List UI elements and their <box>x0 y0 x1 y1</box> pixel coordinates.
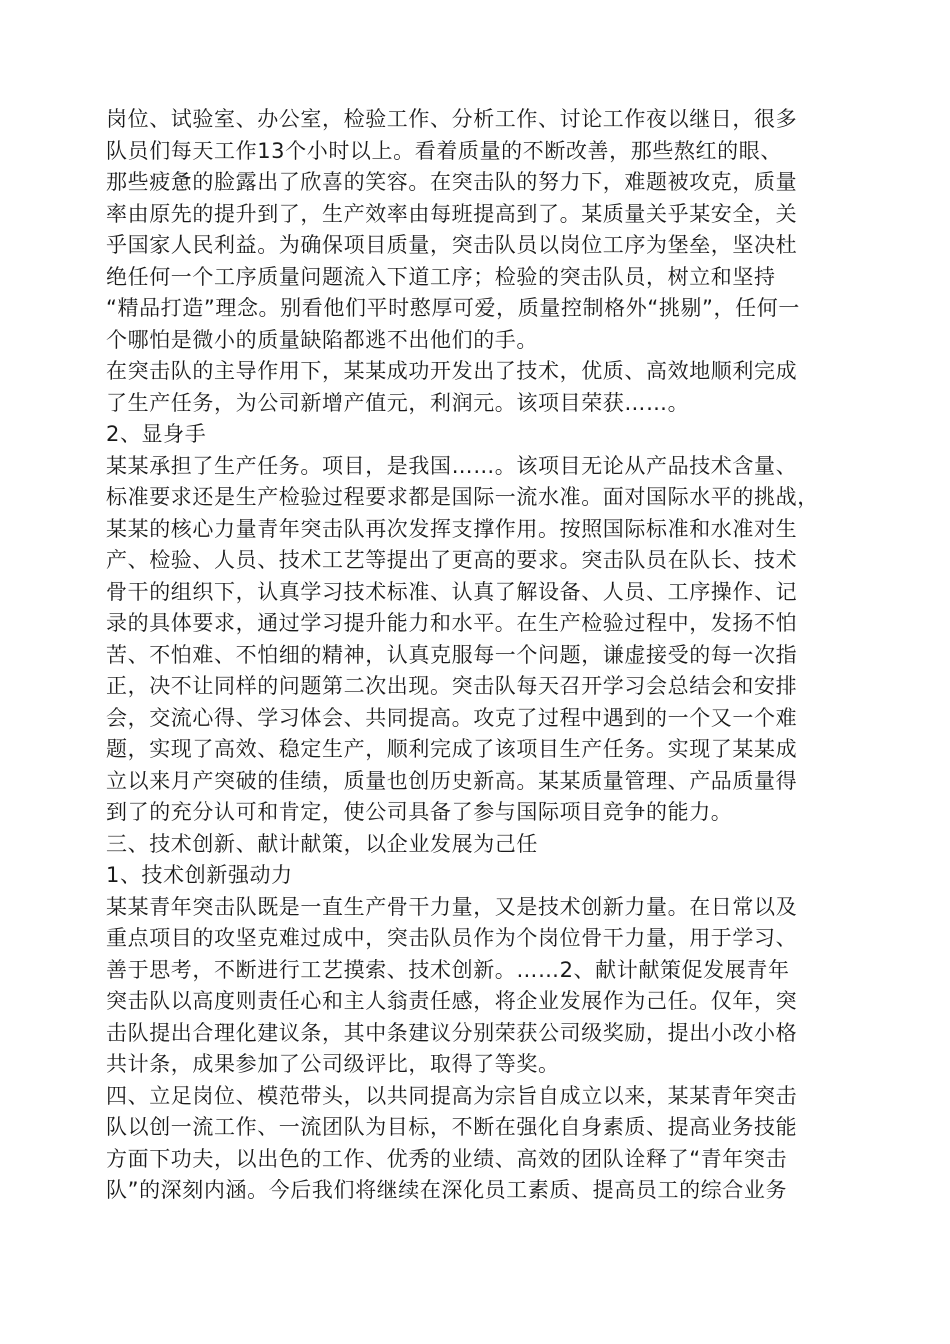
document-body <box>106 104 866 1207</box>
text-line: 队员们每天工作13个小时以上。看着质量的不断改善，那些熬红的眼、 <box>106 138 782 163</box>
text-line: 正，决不让同样的问题第二次出现。突击队每天召开学习会总结会和安排 <box>106 674 798 698</box>
text-line: 某某青年突击队既是一直生产骨干力量，又是技术创新力量。在日常以及 <box>106 894 798 919</box>
text-line: 题，实现了高效、稳定生产，顺利完成了该项目生产任务。实现了某某成 <box>106 737 798 761</box>
text-line: 某某的核心力量青年突击队再次发挥支撑作用。按照国际标准和水准对生 <box>106 516 798 541</box>
text-line: 那些疲惫的脸露出了欣喜的笑容。在突击队的努力下，难题被攻克，质量 <box>106 170 798 194</box>
text-line: 到了的充分认可和肯定，使公司具备了参与国际项目竞争的能力。 <box>106 800 733 824</box>
text-line: 绝任何一个工序质量问题流入下道工序；检验的突击队员，树立和坚持 <box>106 264 776 289</box>
text-line: 队”的深刻内涵。今后我们将继续在深化员工素质、提高员工的综合业务 <box>106 1178 788 1202</box>
text-line: 录的具体要求，通过学习提升能力和水平。在生产检验过程中，发扬不怕 <box>106 611 798 635</box>
text-line: 击队提出合理化建议条，其中条建议分别荣获公司级奖励，提出小改小格 <box>106 1020 798 1045</box>
text-line: 共计条，成果参加了公司级评比，取得了等奖。 <box>106 1052 560 1076</box>
text-line: 骨干的组织下，认真学习技术标准、认真了解设备、人员、工序操作、记 <box>106 579 798 604</box>
text-line: 队以创一流工作、一流团队为目标，不断在强化自身素质、提高业务技能 <box>106 1115 798 1139</box>
text-line: 乎国家人民利益。为确保项目质量，突击队员以岗位工序为堡垒，坚决杜 <box>106 233 798 257</box>
text-line: 善于思考，不断进行工艺摸索、技术创新。……2、献计献策促发展青年 <box>106 957 790 982</box>
text-line: 了生产任务，为公司新增产值元，利润元。该项目荣获……。 <box>106 390 690 415</box>
text-line: 个哪怕是微小的质量缺陷都逃不出他们的手。 <box>106 327 538 352</box>
text-line: 重点项目的攻坚克难过成中，突击队员作为个岗位骨干力量，用于学习、 <box>106 926 798 950</box>
text-line: 率由原先的提升到了，生产效率由每班提高到了。某质量关乎某安全，关 <box>106 201 798 226</box>
text-line: 岗位、试验室、办公室，检验工作、分析工作、讨论工作夜以继日，很多 <box>106 107 798 131</box>
text-line: 会，交流心得、学习体会、共同提高。攻克了过程中遇到的一个又一个难 <box>106 705 798 730</box>
text-line: 方面下功夫，以出色的工作、优秀的业绩、高效的团队诠释了“青年突击 <box>106 1146 788 1171</box>
text-line: “精品打造”理念。别看他们平时憨厚可爱，质量控制格外“挑剔”，任何一 <box>106 296 800 320</box>
text-line: 在突击队的主导作用下，某某成功开发出了技术，优质、高效地顺利完成 <box>106 359 798 383</box>
section-heading: 1、技术创新强动力 <box>106 863 293 887</box>
section-heading: 三、技术创新、献计献策，以企业发展为己任 <box>106 831 538 856</box>
text-line: 立以来月产突破的佳绩，质量也创历史新高。某某质量管理、产品质量得 <box>106 768 798 793</box>
section-heading: 2、显身手 <box>106 422 207 446</box>
text-line: 四、立足岗位、模范带头，以共同提高为宗旨自成立以来，某某青年突击 <box>106 1083 798 1108</box>
text-line: 突击队以高度则责任心和主人翁责任感，将企业发展作为己任。仅年，突 <box>106 989 798 1013</box>
text-line: 标准要求还是生产检验过程要求都是国际一流水准。面对国际水平的挑战， <box>106 485 819 509</box>
text-line: 苦、不怕难、不怕细的精神，认真克服每一个问题，谦虚接受的每一次指 <box>106 642 798 667</box>
text-line: 某某承担了生产任务。项目，是我国……。该项目无论从产品技术含量、 <box>106 453 798 478</box>
text-line: 产、检验、人员、技术工艺等提出了更高的要求。突击队员在队长、技术 <box>106 548 798 572</box>
